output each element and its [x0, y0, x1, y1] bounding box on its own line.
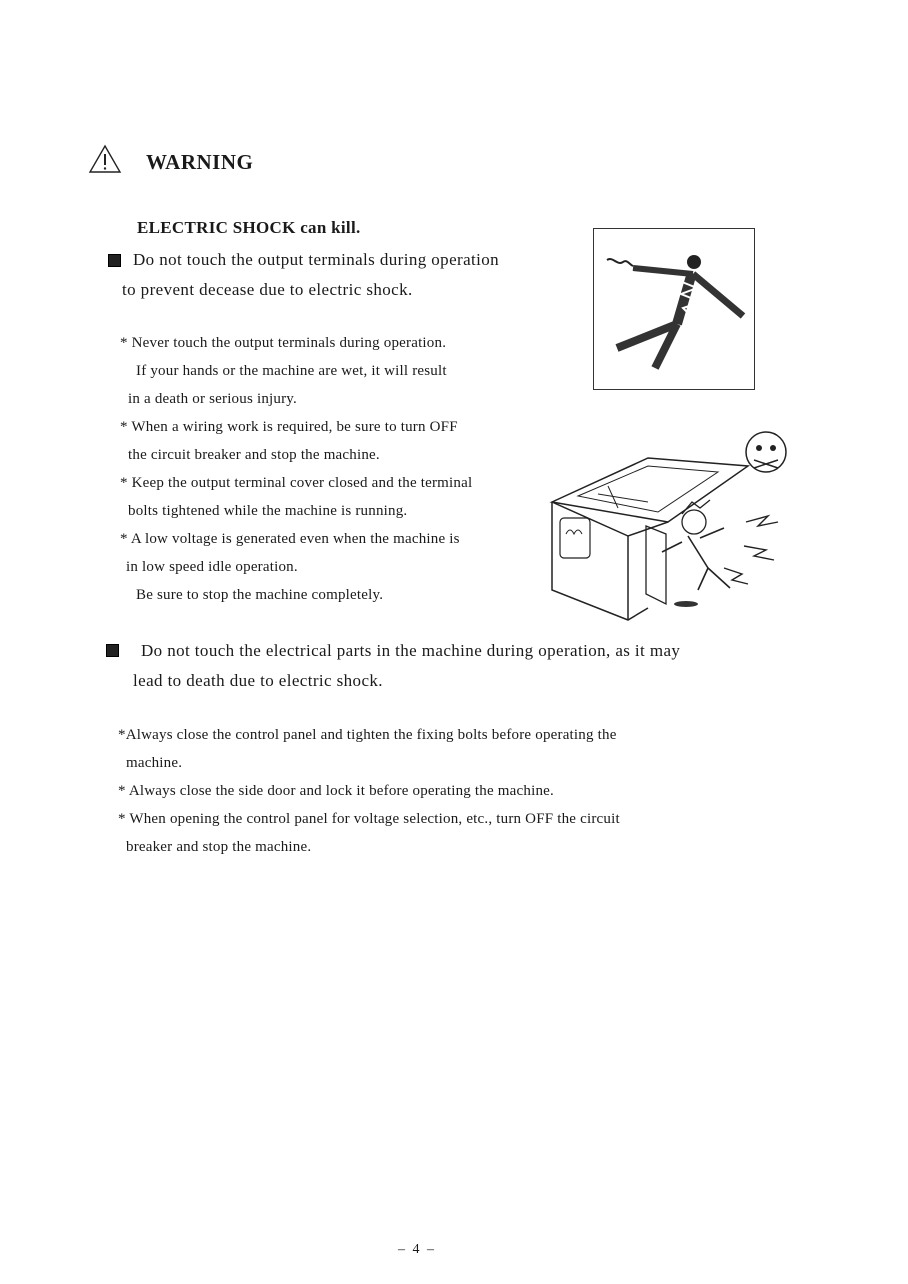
block1-line2: to prevent decease due to electric shock. [122, 280, 413, 299]
warning-triangle-icon [88, 144, 122, 174]
note-line: * When a wiring work is required, be sure to turn OFF [120, 419, 458, 435]
note-line: machine. [126, 755, 183, 771]
block2-line1: Do not touch the electrical parts in the machine during operation, as it may [141, 641, 681, 660]
machine-shock-cartoon-icon [548, 418, 788, 626]
section-subheading: ELECTRIC SHOCK can kill. [137, 218, 361, 237]
note-line: * A low voltage is generated even when the machine is [120, 531, 460, 547]
note-line: * When opening the control panel for voltage selection, etc., turn OFF the circuit [118, 811, 620, 827]
note-line: * Always close the side door and lock it before operating the machine. [118, 783, 554, 799]
note-line: Be sure to stop the machine completely. [136, 587, 384, 603]
note-line: * Keep the output terminal cover closed and the terminal [120, 475, 473, 491]
note-line: bolts tightened while the machine is running. [128, 503, 408, 519]
block1-line1: Do not touch the output terminals during operation [133, 250, 500, 269]
page-number: – 4 – [398, 1242, 436, 1257]
electric-shock-person-icon [593, 228, 755, 390]
page-title: WARNING [146, 150, 254, 174]
bullet-square-icon [106, 644, 119, 657]
bullet-square-icon [108, 254, 121, 267]
note-line: breaker and stop the machine. [126, 839, 312, 855]
note-line: in a death or serious injury. [128, 391, 297, 407]
note-line: *Always close the control panel and tighten the fixing bolts before operating the [118, 727, 617, 743]
note-line: in low speed idle operation. [126, 559, 298, 575]
block2-line2: lead to death due to electric shock. [133, 671, 383, 690]
note-line: * Never touch the output terminals during operation. [120, 335, 447, 351]
note-line: If your hands or the machine are wet, it will result [136, 363, 447, 379]
note-line: the circuit breaker and stop the machine. [128, 447, 380, 463]
